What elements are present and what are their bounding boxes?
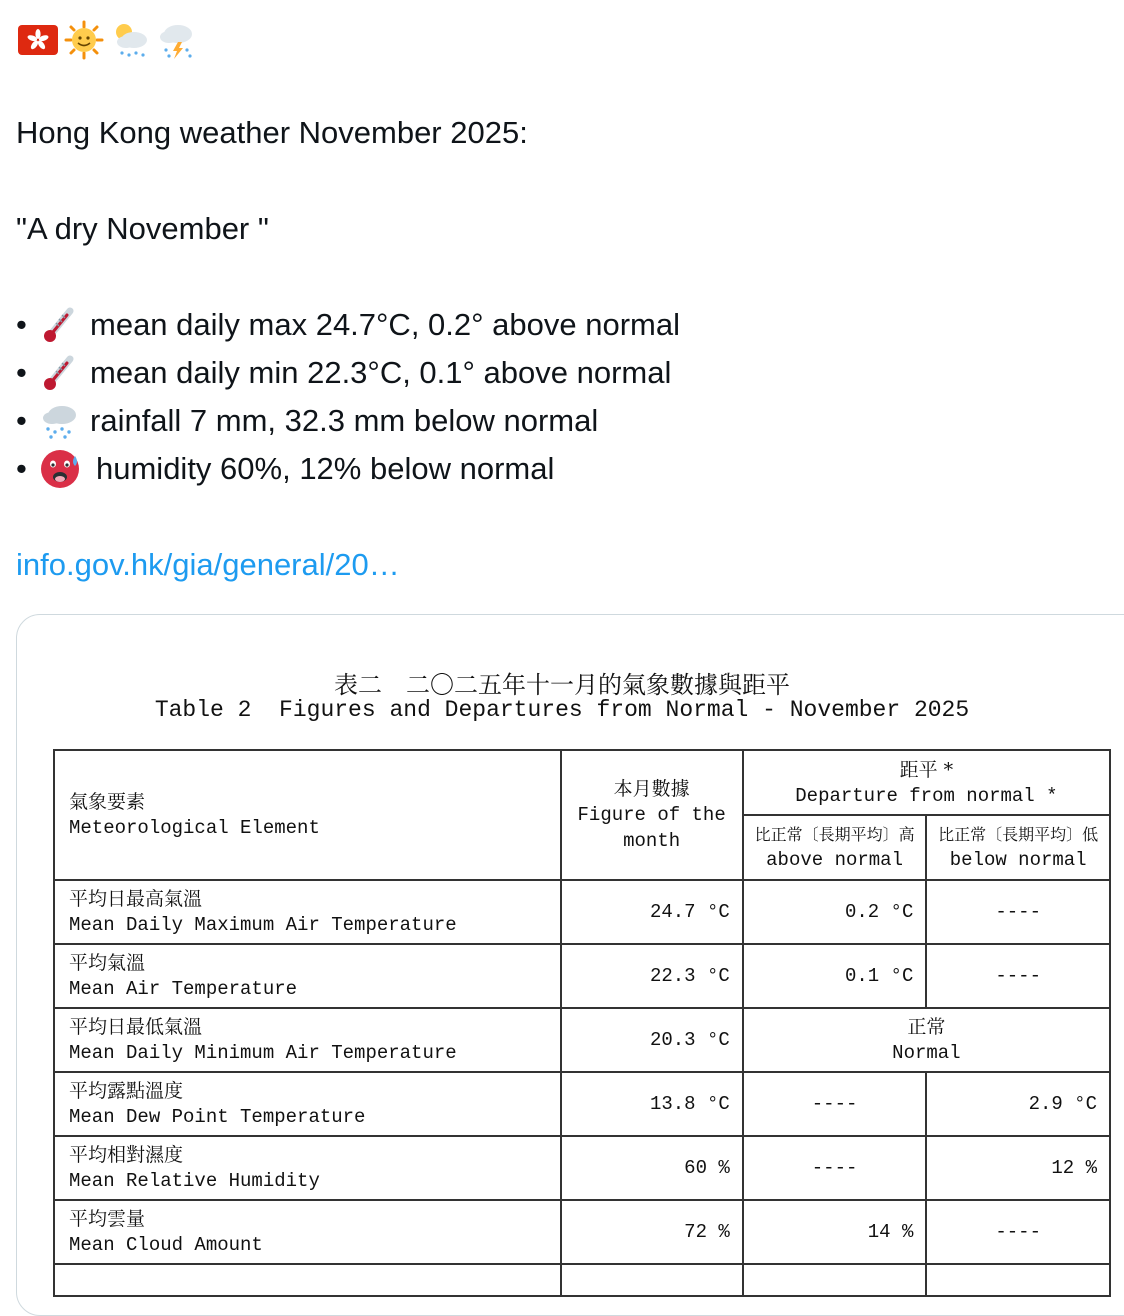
row-value: 60 % <box>561 1136 743 1200</box>
header-element-zh: 氣象要素 <box>69 791 146 813</box>
table-row-partial <box>54 1264 1110 1296</box>
row-above: ---- <box>743 1072 927 1136</box>
row-element-zh: 平均雲量 <box>69 1208 146 1230</box>
row-element-en: Mean Air Temperature <box>69 978 298 1000</box>
row-value: 20.3 °C <box>561 1008 743 1072</box>
row-element-en: Mean Daily Maximum Air Temperature <box>69 914 457 936</box>
row-below: ---- <box>926 880 1110 944</box>
row-above: 0.2 °C <box>743 880 927 944</box>
row-element-en: Mean Dew Point Temperature <box>69 1106 366 1128</box>
header-figure <box>561 750 743 880</box>
doc-title-en: Table 2 Figures and Departures from Normal - November 2025 <box>154 697 970 723</box>
row-below: 12 % <box>926 1136 1110 1200</box>
row-element <box>54 1008 561 1072</box>
row-normal <box>743 1008 1110 1072</box>
table-row <box>54 944 1110 1008</box>
row-element <box>54 1136 561 1200</box>
row-above: 0.1 °C <box>743 944 927 1008</box>
row-below: 2.9 °C <box>926 1072 1110 1136</box>
header-below-zh: 比正常〔長期平均〕低 <box>938 824 1099 844</box>
header-above <box>743 815 927 880</box>
weather-table <box>53 749 1111 1297</box>
table-header-row <box>54 750 1110 815</box>
row-above <box>743 1264 927 1296</box>
hk-flag-icon <box>18 20 58 60</box>
bullet-rainfall <box>16 401 598 441</box>
bullet-dot: • <box>16 451 27 486</box>
header-figure-en-2: month <box>623 830 681 852</box>
header-element-en: Meteorological Element <box>69 817 320 839</box>
thunder-rain-cloud-icon <box>156 20 196 60</box>
header-figure-en-1: Figure of the <box>577 804 726 826</box>
row-element-zh: 平均日最高氣溫 <box>69 888 203 910</box>
tweet-quote: "A dry November " <box>16 211 269 246</box>
row-below <box>926 1264 1110 1296</box>
header-emoji-row <box>18 20 196 60</box>
header-below <box>926 815 1110 880</box>
bullet-text: mean daily max 24.7°C, 0.2° above normal <box>90 307 680 342</box>
header-element <box>54 750 561 880</box>
thermometer-icon <box>36 305 84 345</box>
row-value: 13.8 °C <box>561 1072 743 1136</box>
row-element <box>54 1072 561 1136</box>
doc-title-zh: 表二 二〇二五年十一月的氣象數據與距平 <box>334 671 790 699</box>
bullet-dot: • <box>16 307 27 342</box>
header-departure-zh: 距平 * <box>899 758 954 781</box>
row-value: 22.3 °C <box>561 944 743 1008</box>
bullet-text: rainfall 7 mm, 32.3 mm below normal <box>90 403 599 438</box>
table-row <box>54 1200 1110 1264</box>
row-above: ---- <box>743 1136 927 1200</box>
table-row <box>54 1136 1110 1200</box>
bullet-max-temp <box>16 305 680 345</box>
row-element-zh: 平均露點溫度 <box>69 1080 184 1102</box>
sun-rain-cloud-icon <box>110 20 150 60</box>
rain-cloud-icon <box>36 401 84 441</box>
row-normal-zh: 正常 <box>907 1016 946 1038</box>
tweet-title: Hong Kong weather November 2025: <box>16 115 528 150</box>
row-element-zh: 平均氣溫 <box>69 952 146 974</box>
sun-icon <box>64 20 104 60</box>
row-below: ---- <box>926 1200 1110 1264</box>
row-element <box>54 880 561 944</box>
row-value: 72 % <box>561 1200 743 1264</box>
row-element-zh: 平均相對濕度 <box>69 1144 184 1166</box>
source-link[interactable] <box>16 545 400 585</box>
header-departure-en: Departure from normal * <box>795 784 1058 807</box>
thermometer-icon <box>36 353 84 393</box>
bullet-humidity <box>16 449 554 489</box>
source-link-text[interactable]: info.gov.hk/gia/general/20… <box>16 547 400 582</box>
header-below-en: below normal <box>949 848 1087 871</box>
header-above-en: above normal <box>766 848 903 871</box>
row-below: ---- <box>926 944 1110 1008</box>
row-above: 14 % <box>743 1200 927 1264</box>
header-departure <box>743 750 1110 815</box>
row-value: 24.7 °C <box>561 880 743 944</box>
hot-face-icon <box>36 449 84 489</box>
row-element <box>54 944 561 1008</box>
row-element <box>54 1264 561 1296</box>
row-element-en: Mean Relative Humidity <box>69 1170 320 1192</box>
table-row <box>54 1008 1110 1072</box>
table-row <box>54 1072 1110 1136</box>
bullet-dot: • <box>16 403 27 438</box>
bullet-text: humidity 60%, 12% below normal <box>96 451 555 486</box>
bullet-dot: • <box>16 355 27 390</box>
header-above-zh: 比正常〔長期平均〕高 <box>754 824 915 844</box>
row-element-en: Mean Cloud Amount <box>69 1234 263 1256</box>
bullet-min-temp <box>16 353 671 393</box>
row-element-en: Mean Daily Minimum Air Temperature <box>69 1042 457 1064</box>
row-value <box>561 1264 743 1296</box>
table-row <box>54 880 1110 944</box>
row-element <box>54 1200 561 1264</box>
row-normal-en: Normal <box>892 1042 961 1064</box>
attached-image[interactable] <box>16 614 1124 1316</box>
header-figure-zh: 本月數據 <box>613 778 690 800</box>
row-element-zh: 平均日最低氣溫 <box>69 1016 203 1038</box>
bullet-text: mean daily min 22.3°C, 0.1° above normal <box>90 355 672 390</box>
